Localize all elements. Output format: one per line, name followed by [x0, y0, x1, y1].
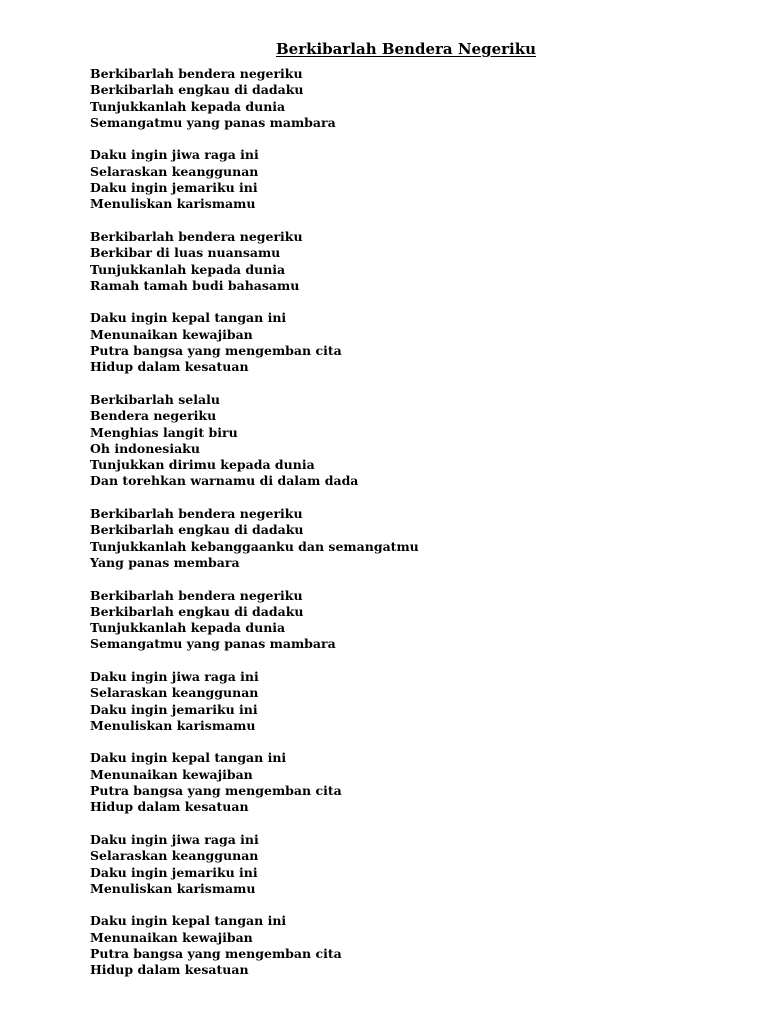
stanza [90, 750, 419, 815]
lyric-line: Daku ingin kepal tangan ini [90, 750, 287, 766]
lyric-line: Berkibarlah engkau di dadaku [90, 603, 304, 619]
lyric-line: Putra bangsa yang mengemban cita [90, 946, 342, 962]
lyric-line: Berkibarlah selalu [90, 391, 220, 407]
stanza [90, 506, 419, 571]
lyric-line: Putra bangsa yang mengemban cita [90, 783, 342, 799]
lyric-line: Berkibarlah engkau di dadaku [90, 82, 304, 98]
stanza [90, 832, 419, 897]
lyric-line: Daku ingin kepal tangan ini [90, 310, 287, 326]
lyric-line: Berkibarlah bendera negeriku [90, 228, 303, 244]
lyric-line: Tunjukkanlah kepada dunia [90, 261, 286, 277]
lyric-line: Selaraskan keanggunan [90, 685, 259, 701]
lyric-line: Daku ingin jemariku ini [90, 180, 258, 196]
lyric-line: Menunaikan kewajiban [90, 929, 253, 945]
lyric-line: Menunaikan kewajiban [90, 766, 253, 782]
stanza [90, 913, 419, 978]
lyric-line: Selaraskan keanggunan [90, 163, 259, 179]
lyric-line: Semangatmu yang panas mambara [90, 636, 336, 652]
lyric-line: Tunjukkanlah kebanggaanku dan semangatmu [90, 538, 419, 554]
lyric-line: Daku ingin jiwa raga ini [90, 147, 259, 163]
lyric-line: Dan torehkan warnamu di dalam dada [90, 473, 359, 489]
lyric-line: Daku ingin jiwa raga ini [90, 668, 259, 684]
lyric-line: Berkibarlah bendera negeriku [90, 66, 303, 81]
lyric-line: Menuliskan karismamu [90, 717, 256, 733]
lyric-line: Berkibarlah bendera negeriku [90, 587, 303, 603]
lyric-line: Yang panas membara [90, 554, 240, 570]
lyric-line: Daku ingin kepal tangan ini [90, 913, 287, 929]
lyric-line: Hidup dalam kesatuan [90, 799, 249, 815]
lyric-line: Daku ingin jemariku ini [90, 701, 258, 717]
lyric-line: Daku ingin jiwa raga ini [90, 831, 259, 847]
lyric-line: Semangatmu yang panas mambara [90, 114, 336, 130]
lyric-line: Selaraskan keanggunan [90, 848, 259, 864]
stanza [90, 669, 419, 734]
lyric-line: Berkibarlah bendera negeriku [90, 506, 303, 522]
lyric-line: Tunjukkanlah kepada dunia [90, 620, 286, 636]
stanza [90, 588, 419, 653]
lyric-line: Bendera negeriku [90, 408, 217, 424]
lyric-line: Ramah tamah budi bahasamu [90, 277, 300, 293]
lyric-line: Putra bangsa yang mengemban cita [90, 343, 342, 359]
stanza [90, 310, 419, 375]
stanza [90, 147, 419, 212]
stanza [90, 392, 419, 490]
document-title: Berkibarlah Bendera Negeriku [275, 40, 537, 58]
lyric-line: Oh indonesiaku [90, 440, 200, 456]
lyrics-body [90, 66, 419, 995]
lyric-line: Menghias langit biru [90, 424, 238, 440]
lyric-line: Menuliskan karismamu [90, 196, 256, 212]
lyric-line: Menuliskan karismamu [90, 880, 256, 896]
lyric-line: Tunjukkan dirimu kepada dunia [90, 457, 315, 473]
lyric-line: Hidup dalam kesatuan [90, 962, 249, 978]
lyric-line: Tunjukkanlah kepada dunia [90, 98, 286, 114]
lyric-line: Berkibar di luas nuansamu [90, 245, 281, 261]
stanza [90, 229, 419, 294]
lyric-line: Menunaikan kewajiban [90, 326, 253, 342]
lyric-line: Hidup dalam kesatuan [90, 359, 249, 375]
lyric-line: Daku ingin jemariku ini [90, 864, 258, 880]
lyric-line: Berkibarlah engkau di dadaku [90, 522, 304, 538]
stanza [90, 66, 419, 131]
